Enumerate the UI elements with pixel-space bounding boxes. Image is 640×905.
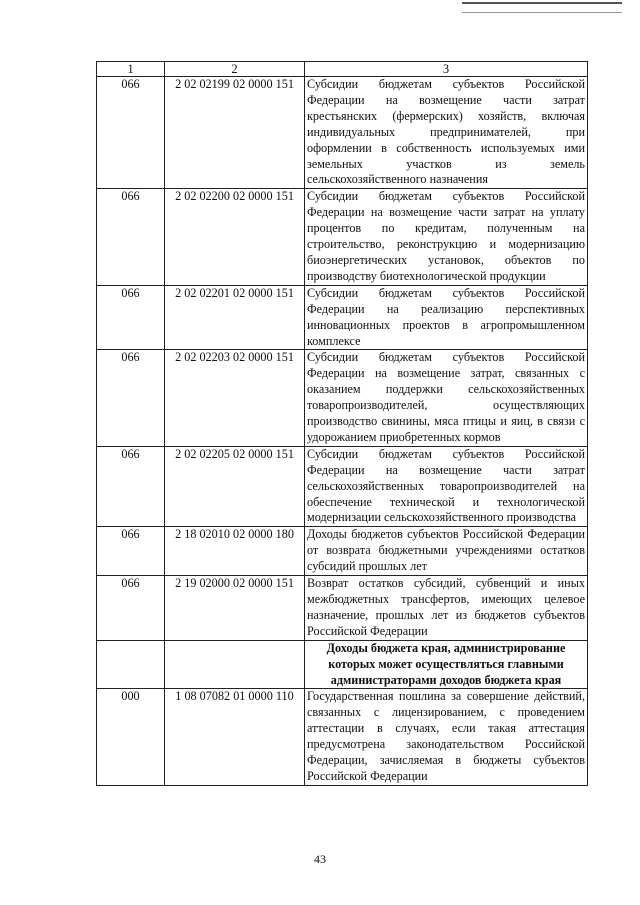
table-row	[97, 77, 588, 189]
revenue-name-cell: Субсидии бюджетам субъектов Российской Федерации на реализацию перспективных инновационных проектов в агропромышленном комплексе	[305, 285, 588, 350]
column-header-3: 3	[305, 62, 588, 77]
budget-classification-code-cell: 2 19 02000 02 0000 151	[165, 576, 305, 641]
admin-code-cell: 066	[97, 527, 165, 576]
admin-code-cell: 066	[97, 77, 165, 189]
table-row	[97, 576, 588, 641]
budget-classification-code-cell: 2 02 02203 02 0000 151	[165, 350, 305, 446]
revenue-name-cell: Доходы бюджетов субъектов Российской Федерации от возврата бюджетными учреждениями остатков субсидий прошлых лет	[305, 527, 588, 576]
table-row	[97, 446, 588, 527]
section-heading-row	[97, 640, 588, 689]
admin-code-cell: 066	[97, 446, 165, 527]
admin-code-cell: 066	[97, 350, 165, 446]
revenue-name-cell: Субсидии бюджетам субъектов Российской Федерации на возмещение части затрат сельскохозяйственных товаропроизводителей на обеспечение технической и технологической модернизации сельскохозяйственного производства	[305, 446, 588, 527]
revenue-code-table	[96, 61, 588, 786]
revenue-name-cell: Субсидии бюджетам субъектов Российской Федерации на возмещение части затрат крестьянских (фермерских) хозяйств, включая индивидуальных предпринимателей, при оформлении в собственность используемых ими земельных участков из земель сельскохозяйственного назначения	[305, 77, 588, 189]
budget-classification-code-cell: 2 18 02010 02 0000 180	[165, 527, 305, 576]
admin-code-cell: 066	[97, 189, 165, 285]
table-row	[97, 350, 588, 446]
table-header-row	[97, 62, 588, 77]
admin-code-cell: 066	[97, 576, 165, 641]
section-heading-cell: Доходы бюджета края, администрирование которых может осуществляться главными администраторами доходов бюджета края	[305, 640, 588, 689]
admin-code-cell: 066	[97, 285, 165, 350]
budget-classification-code-cell	[165, 640, 305, 689]
admin-code-cell: 000	[97, 689, 165, 785]
table-row	[97, 527, 588, 576]
column-header-1: 1	[97, 62, 165, 77]
top-right-mark	[462, 2, 622, 13]
table-row	[97, 285, 588, 350]
budget-classification-code-cell: 2 02 02199 02 0000 151	[165, 77, 305, 189]
table-row	[97, 189, 588, 285]
budget-classification-code-cell: 2 02 02200 02 0000 151	[165, 189, 305, 285]
budget-classification-code-cell: 2 02 02205 02 0000 151	[165, 446, 305, 527]
revenue-name-cell: Субсидии бюджетам субъектов Российской Федерации на возмещение затрат, связанных с оказанием поддержки сельскохозяйственных товаропроизводителей, осуществляющих производство свинины, мяса птицы и яиц, в связи с удорожанием приобретенных кормов	[305, 350, 588, 446]
admin-code-cell	[97, 640, 165, 689]
page-number: 43	[314, 852, 326, 866]
revenue-name-cell: Государственная пошлина за совершение действий, связанных с лицензированием, с проведением аттестации в случаях, если такая аттестация предусмотрена законодательством Российской Федерации, зачисляемая в бюджеты субъектов Российской Федерации	[305, 689, 588, 785]
revenue-name-cell: Возврат остатков субсидий, субвенций и иных межбюджетных трансфертов, имеющих целевое назначение, прошлых лет из бюджетов субъектов Российской Федерации	[305, 576, 588, 641]
column-header-2: 2	[165, 62, 305, 77]
budget-classification-code-cell: 2 02 02201 02 0000 151	[165, 285, 305, 350]
table-row	[97, 689, 588, 785]
revenue-name-cell: Субсидии бюджетам субъектов Российской Федерации на возмещение части затрат на уплату процентов по кредитам, полученным на строительство, реконструкцию и модернизацию биоэнергетических установок, объектов по производству биотехнологической продукции	[305, 189, 588, 285]
budget-classification-code-cell: 1 08 07082 01 0000 110	[165, 689, 305, 785]
